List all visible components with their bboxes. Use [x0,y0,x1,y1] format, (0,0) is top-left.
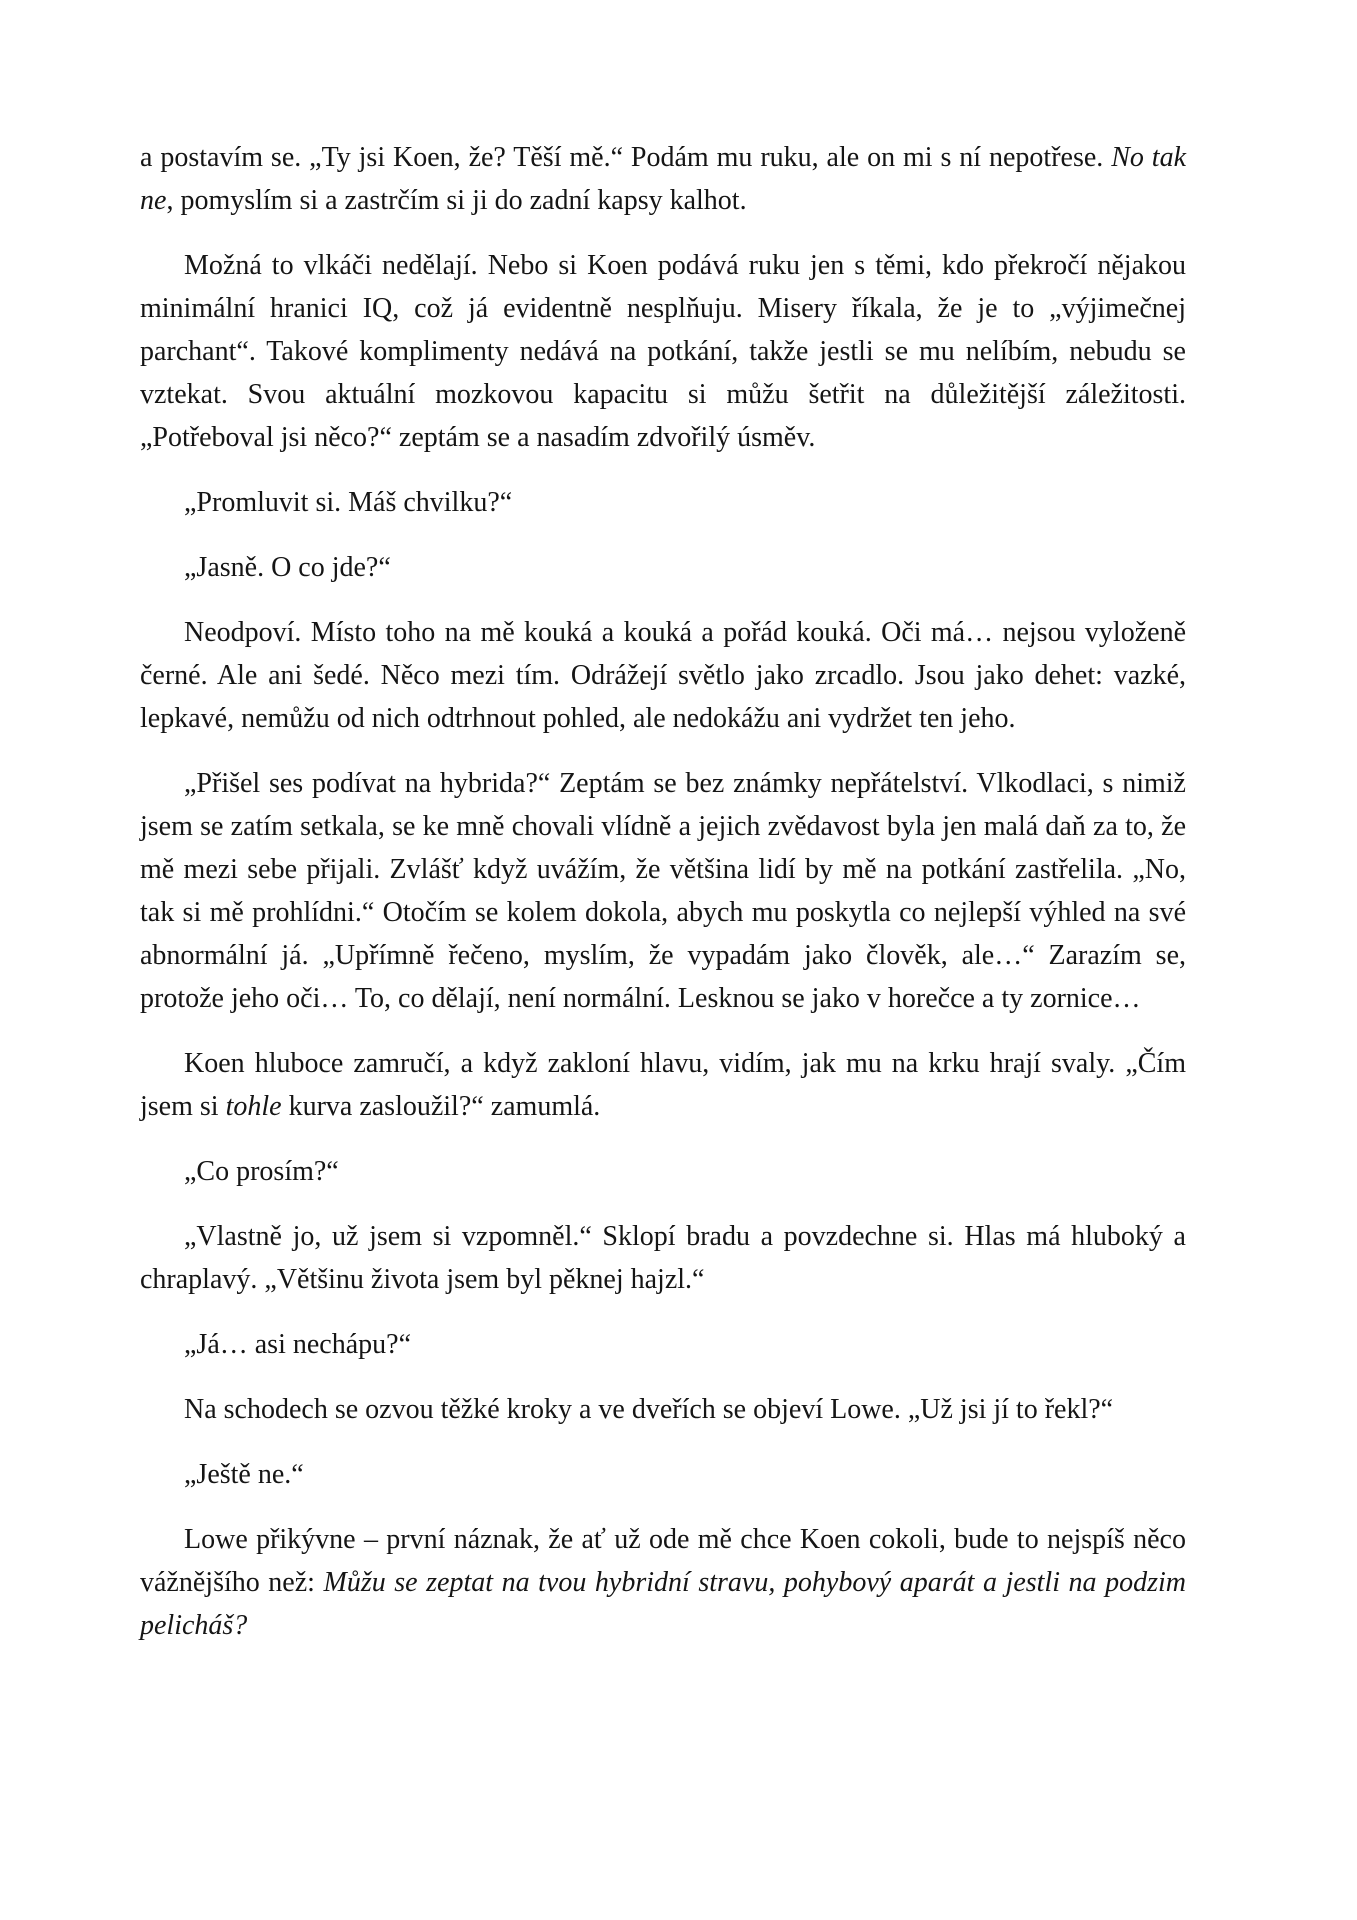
paragraph [140,244,1186,459]
paragraph [140,1388,1186,1431]
text-run: Na schodech se ozvou těžké kroky a ve dveřích se objeví Lowe. „Už jsi jí to řekl?“ [184,1394,1114,1425]
text-run: „Přišel ses podívat na hybrida?“ Zeptám se bez známky nepřátelství. Vlkodlaci, s nimiž jsem se zatím setkala, se ke mně chovali vlídně a jejich zvědavost byla jen malá daň za to, že mě mezi sebe přijali. Zvlášť když uvážím, že většina lidí by mě na potkání zastřelila. „No, tak si mě prohlídni.“ Otočím se kolem dokola, abych mu poskytla co nejlepší výhled na své abnormální já. „Upřímně řečeno, myslím, že vypadám jako člověk, ale…“ Zarazím se, protože jeho oči… To, co dělají, není normální. Lesknou se jako v horečce a ty zornice… [140,768,1186,1014]
italic-text-run: Můžu se zeptat na tvou hybridní stravu, pohybový aparát a jestli na podzim pelicháš? [140,1567,1186,1641]
paragraph [140,1215,1186,1301]
paragraph [140,1518,1186,1647]
text-run: „Ještě ne.“ [184,1459,304,1490]
text-run: „Jasně. O co jde?“ [184,552,391,583]
text-run: a postavím se. „Ty jsi Koen, že? Těší mě.“ Podám mu ruku, ale on mi s ní nepotřese. [140,142,1112,173]
text-run: , pomyslím si a zastrčím si ji do zadní kapsy kalhot. [166,185,747,216]
paragraph [140,136,1186,222]
italic-text-run: No tak ne [140,142,1186,216]
paragraph [140,611,1186,740]
paragraph [140,1042,1186,1128]
text-run: Možná to vlkáči nedělají. Nebo si Koen podává ruku jen s těmi, kdo překročí nějakou minimální hranici IQ, což já evidentně nesplňuju. Misery říkala, že je to „výjimečnej parchant“. Takové komplimenty nedává na potkání, takže jestli se mu nelíbím, nebudu se vztekat. Svou aktuální mozkovou kapacitu si můžu šetřit na důležitější záležitosti. „Potřeboval jsi něco?“ zeptám se a nasadím zdvořilý úsměv. [140,250,1186,453]
paragraph [140,481,1186,524]
text-run: Neodpoví. Místo toho na mě kouká a kouká a pořád kouká. Oči má… nejsou vyloženě černé. Ale ani šedé. Něco mezi tím. Odrážejí světlo jako zrcadlo. Jsou jako dehet: vazké, lepkavé, nemůžu od nich odtrhnout pohled, ale nedokážu ani vydržet ten jeho. [140,617,1186,734]
text-run: „Promluvit si. Máš chvilku?“ [184,487,513,518]
text-run: „Vlastně jo, už jsem si vzpomněl.“ Sklopí bradu a povzdechne si. Hlas má hluboký a chraplavý. „Většinu života jsem byl pěknej hajzl.“ [140,1221,1186,1295]
paragraph [140,546,1186,589]
italic-text-run: tohle [225,1091,282,1122]
text-run: Lowe přikývne – první náznak, že ať už ode mě chce Koen cokoli, bude to nejspíš něco vážnějšího než: [140,1524,1186,1598]
paragraph [140,1453,1186,1496]
text-run: „Já… asi nechápu?“ [184,1329,411,1360]
paragraph [140,1150,1186,1193]
text-run: „Co prosím?“ [184,1156,339,1187]
text-run: Koen hluboce zamručí, a když zakloní hlavu, vidím, jak mu na krku hrají svaly. „Čím jsem si [140,1048,1186,1122]
text-run: kurva zasloužil?“ zamumlá. [281,1091,601,1122]
page-text [140,136,1186,1669]
paragraph [140,762,1186,1020]
paragraph [140,1323,1186,1366]
